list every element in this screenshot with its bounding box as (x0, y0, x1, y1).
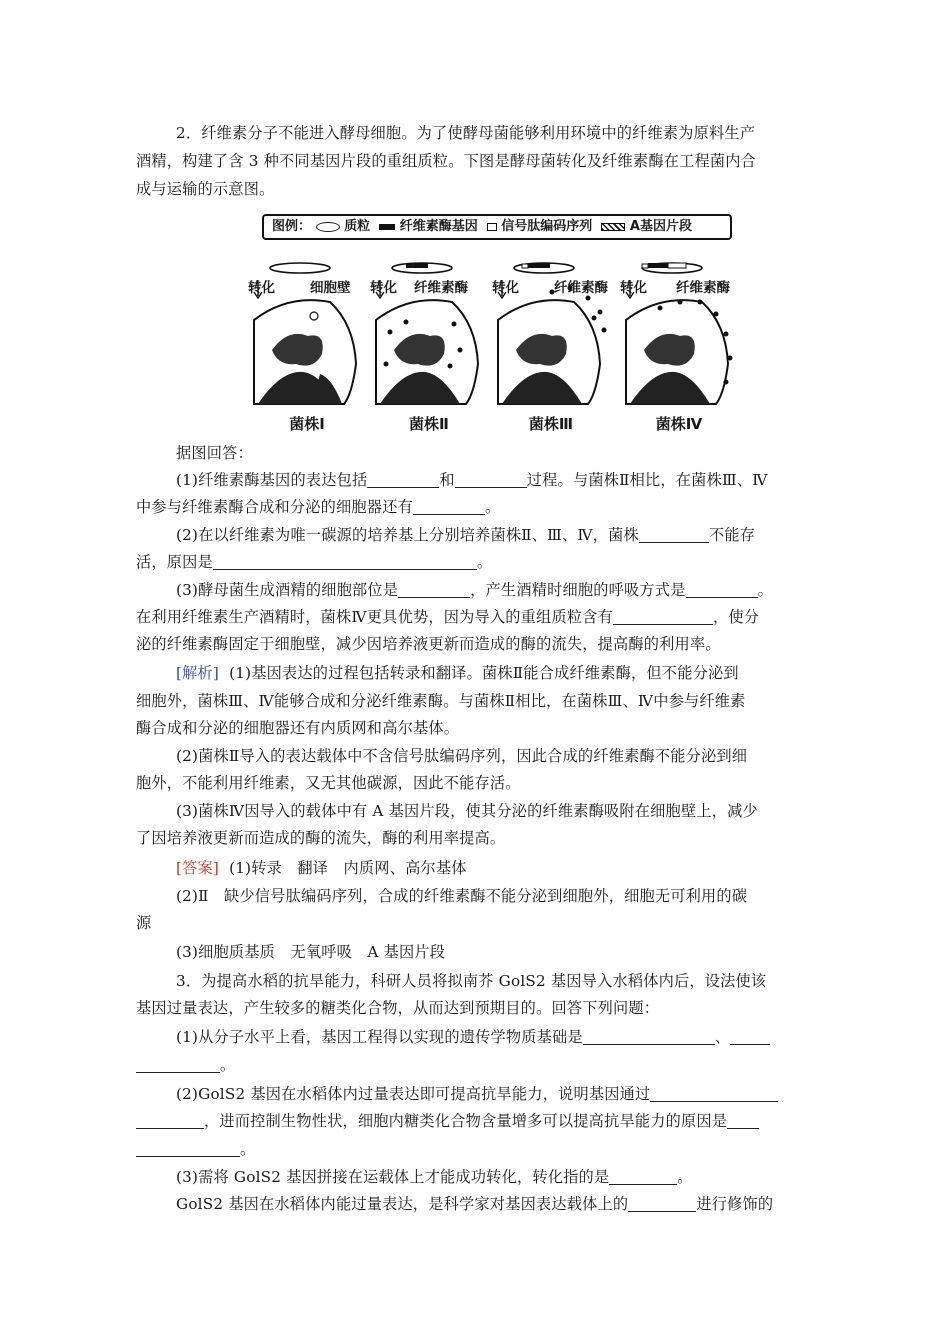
q2-line-3: 成与运输的示意图。 (136, 180, 275, 198)
analysis-text: (1)基因表达的过程包括转录和翻译。菌株Ⅱ能合成纤维素酶，但不能分泌到 (229, 664, 739, 682)
answer-blank[interactable] (609, 1166, 677, 1185)
sub3-line-3: 泌的纤维素酶固定于细胞壁，减少因培养液更新而造成的酶的流失，提高酶的利用率。 (136, 635, 721, 653)
answer-line-3: 源 (136, 914, 152, 932)
answer-blank[interactable] (136, 1054, 220, 1073)
q3-sub3-text-b: 。 (677, 1168, 693, 1186)
cell-wall-label: 细胞壁 (310, 280, 351, 296)
answer-tag: [答案] (176, 859, 220, 877)
q3-sub2-text-b: ，进而控制生物性状，细胞内糖类化合物含量增多可以提高抗旱能力的原因是 (204, 1112, 728, 1130)
sub2-text-c: 活，原因是 (136, 553, 213, 571)
legend-plasmid: 质粒 (344, 219, 371, 234)
q3-sub3-line (136, 1164, 856, 1190)
strain-2-cellulase-label: 纤维素酶 (414, 280, 468, 296)
answer-blank[interactable] (136, 1138, 240, 1157)
answer-blank[interactable] (730, 1026, 770, 1045)
analysis-line-3: 酶合成和分泌的细胞器还有内质网和高尔基体。 (136, 719, 460, 737)
strain-4-transform-label: 转化 (620, 280, 647, 296)
answer-blank[interactable] (628, 1193, 696, 1212)
strain-1-cell (248, 254, 366, 434)
analysis-line-6: (3)菌株Ⅳ因导入的载体中有 A 基因片段，使其分泌的纤维素酶吸附在细胞壁上，减少 (176, 802, 758, 820)
analysis-line-2: 细胞外，菌株Ⅲ、Ⅳ能够合成和分泌纤维素酶。与菌株Ⅱ相比，在菌株Ⅲ、Ⅳ中参与纤维素 (136, 692, 746, 710)
a-gene-legend-icon (601, 223, 625, 231)
sub1-line-1 (136, 467, 856, 493)
strain-4-cellulase-label: 纤维素酶 (676, 280, 730, 296)
q3-line-2: 基因过量表达，产生较多的糖类化合物，从而达到预期目的。回答下列问题： (136, 999, 660, 1017)
answer-line-2: (2)Ⅱ 缺少信号肽编码序列，合成的纤维素酶不能分泌到细胞外，细胞无可利用的碳 (176, 887, 748, 905)
sub2-text-b: 不能存 (708, 526, 756, 544)
strain-3-transform-label: 转化 (492, 280, 519, 296)
figure-legend (262, 214, 732, 240)
strain-2-label: 菌株Ⅱ (409, 415, 449, 433)
q3-sub2-line-1 (136, 1081, 856, 1107)
sub3-text-e: ，使分 (713, 608, 760, 626)
sub3-text-b: ，产生酒精时细胞的呼吸方式是 (470, 581, 686, 599)
sub3-line-2 (136, 604, 816, 630)
answer-line-4: (3)细胞质基质 无氧呼吸 A 基因片段 (176, 943, 446, 961)
strain-1-transform-label: 转化 (248, 280, 275, 296)
sub3-text-d: 在利用纤维素生产酒精时，菌株Ⅳ更具优势，因为导入的重组质粒含有 (136, 608, 613, 626)
answer-blank[interactable] (413, 496, 485, 515)
answer-blank[interactable] (455, 469, 527, 488)
legend-cellulase-gene: 纤维素酶基因 (399, 219, 478, 234)
q3-sub4-text-b: 进行修饰的 (696, 1195, 774, 1213)
q3-sub1-text-b: 、 (714, 1028, 731, 1046)
q2-line-2: 酒精，构建了含 3 种不同基因片段的重组质粒。下图是酵母菌转化及纤维素酶在工程菌内合 (136, 152, 757, 170)
strain-3-cellulase-label: 纤维素酶 (554, 280, 608, 296)
q3-sub2-line-3 (136, 1136, 816, 1162)
analysis-line-7: 了因培养液更新而造成的酶的流失，酶的利用率提高。 (136, 829, 506, 847)
answer-blank[interactable] (686, 579, 758, 598)
answer-line-1 (136, 855, 856, 881)
sub1-text-a: (1)纤维素酶基因的表达包括 (176, 471, 368, 489)
sub1-text-b: 和 (439, 471, 455, 489)
sub1-text-c: 过程。与菌株Ⅱ相比，在菌株Ⅲ、Ⅳ (526, 471, 768, 489)
answer-blank[interactable] (136, 1110, 204, 1129)
q3-sub3-text-a: (3)需将 GolS2 基因拼接在运载体上才能成功转化，转化指的是 (176, 1168, 610, 1186)
answer-blank[interactable] (727, 1110, 759, 1129)
yeast-transformation-figure (248, 214, 750, 436)
sub2-line-2 (136, 549, 816, 575)
sub2-text-d: 。 (476, 553, 493, 571)
answer-blank[interactable] (398, 579, 470, 598)
strain-3-cell (492, 254, 610, 434)
answer-blank[interactable] (613, 606, 713, 625)
strain-4-cell (620, 254, 738, 434)
answer-blank[interactable] (639, 524, 709, 543)
strain-3-label: 菌株Ⅲ (528, 415, 574, 433)
sub1-text-e: 。 (484, 498, 501, 516)
strain-4-label: 菌株Ⅳ (655, 415, 703, 433)
sub3-line-1 (136, 577, 856, 603)
analysis-tag: [解析] (176, 664, 220, 682)
answer-prompt: 据图回答： (176, 444, 253, 462)
analysis-line-5: 胞外，不能利用纤维素，又无其他碳源，因此不能存活。 (136, 774, 521, 792)
q2-line-1: 2．纤维素分子不能进入酵母细胞。为了使酵母菌能够利用环境中的纤维素为原料生产 (176, 124, 756, 142)
q3-sub1-text-a: (1)从分子水平上看，基因工程得以实现的遗传学物质基础是 (176, 1028, 583, 1046)
q3-sub1-line-2 (136, 1052, 816, 1078)
plasmid-legend-icon (316, 222, 340, 232)
answer-blank[interactable] (650, 1083, 778, 1102)
answer-blank[interactable] (213, 551, 477, 570)
sub3-text-a: (3)酵母菌生成酒精的细胞部位是 (176, 581, 399, 599)
legend-prefix: 图例： (272, 219, 312, 234)
strain-2-cell (370, 254, 488, 434)
q3-sub2-text-a: (2)GolS2 基因在水稻体内过量表达即可提高抗旱能力，说明基因通过 (176, 1085, 651, 1103)
sub1-text-d: 中参与纤维素酶合成和分泌的细胞器还有 (136, 498, 413, 516)
q3-sub1-text-c: 。 (220, 1056, 236, 1074)
sub1-line-2 (136, 494, 816, 520)
q3-sub4-text-a: GolS2 基因在水稻体内能过量表达，是科学家对基因表达载体上的 (176, 1195, 629, 1213)
analysis-line-4: (2)菌株Ⅱ导入的表达载体中不含信号肽编码序列，因此合成的纤维素酶不能分泌到细 (176, 747, 748, 765)
sub2-text-a: (2)在以纤维素为唯一碳源的培养基上分别培养菌株Ⅱ、Ⅲ、Ⅳ，菌株 (176, 526, 639, 544)
q3-sub1-line-1 (136, 1024, 856, 1050)
strain-1-label: 菌株Ⅰ (289, 415, 325, 433)
answer-text: (1)转录 翻译 内质网、高尔基体 (229, 859, 467, 877)
sub3-text-c: 。 (757, 581, 773, 599)
answer-blank[interactable] (367, 469, 439, 488)
legend-a-gene: A基因片段 (629, 219, 692, 234)
analysis-line-1 (136, 660, 856, 686)
legend-signal-seq: 信号肽编码序列 (501, 219, 593, 234)
answer-blank[interactable] (583, 1026, 715, 1045)
sub2-line-1 (136, 522, 856, 548)
q3-sub4-line (136, 1191, 856, 1217)
q3-sub2-line-2 (136, 1108, 816, 1134)
q3-sub2-text-c: 。 (240, 1140, 256, 1158)
q3-line-1: 3．为提高水稻的抗旱能力，科研人员将拟南芥 GolS2 基因导入水稻体内后，设法使该 (176, 972, 767, 990)
signal-seq-legend-icon (487, 223, 497, 231)
strain-2-transform-label: 转化 (370, 280, 397, 296)
cellulase-gene-legend-icon (379, 224, 395, 230)
